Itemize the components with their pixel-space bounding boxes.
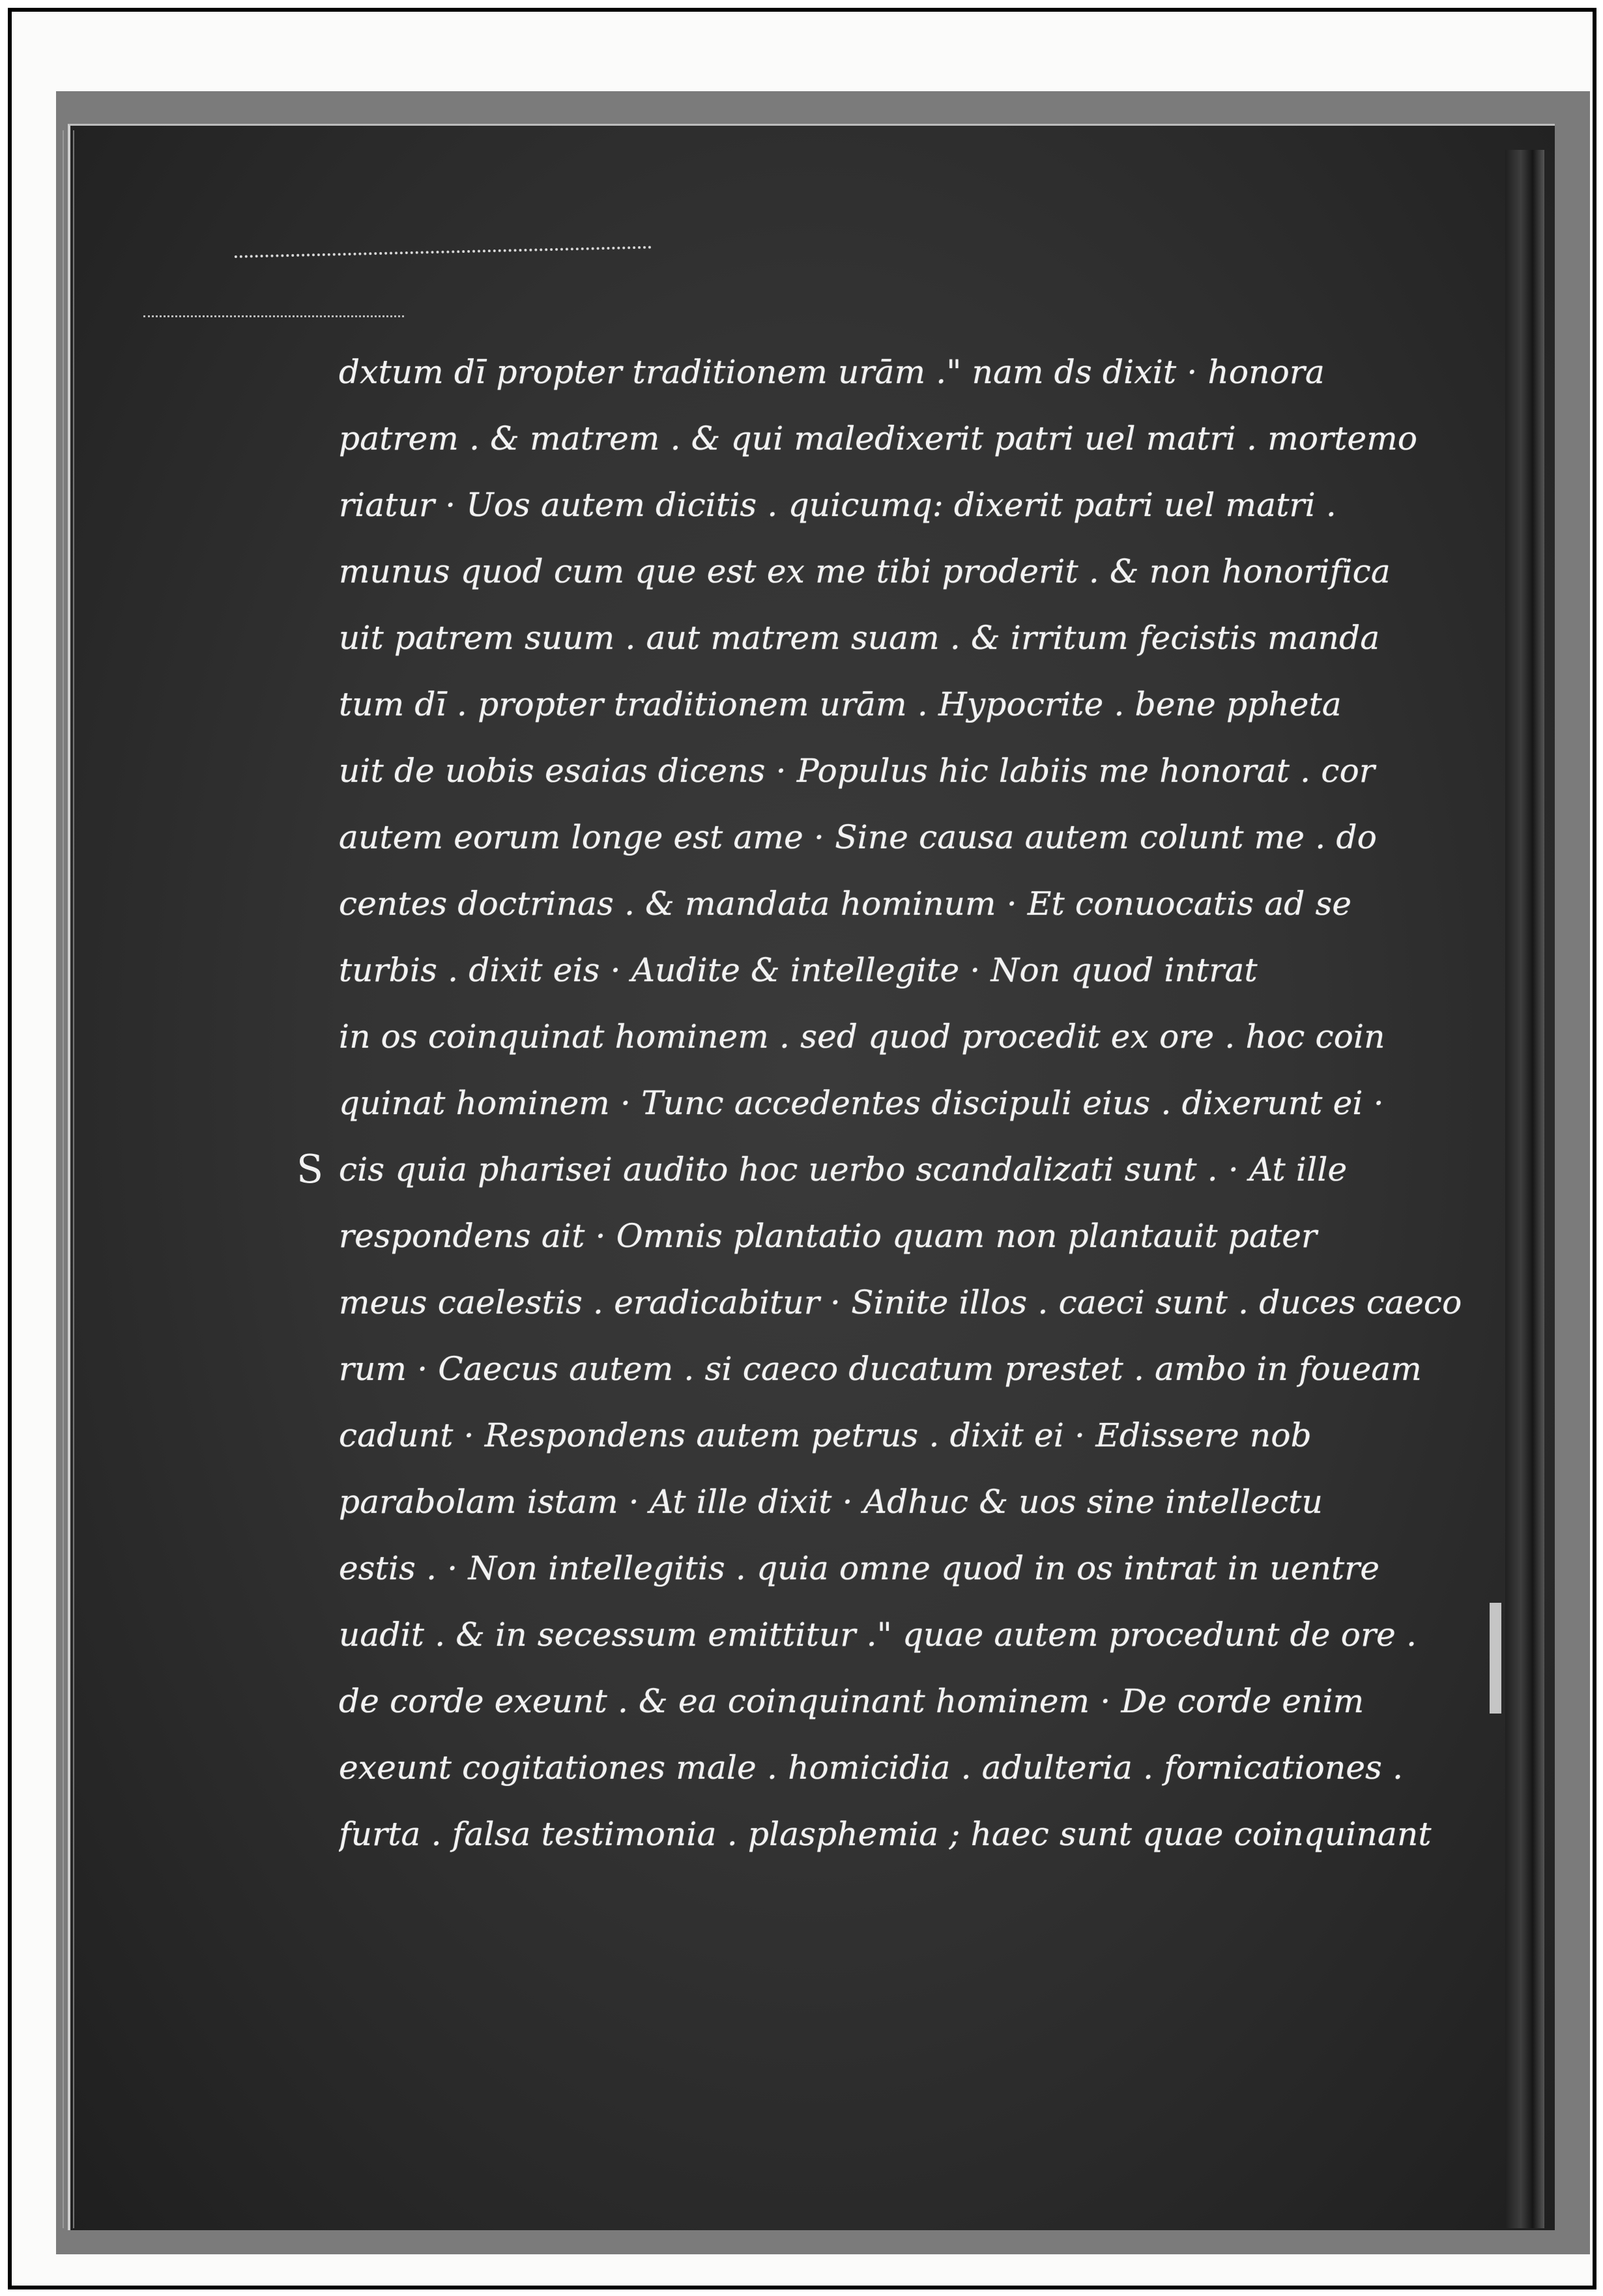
text-line: uadit . & in secessum emittitur ." quae autem procedunt de ore . bbox=[339, 1616, 1417, 1654]
text-line: estis . · Non intellegitis . quia omne quod in os intrat in uentre bbox=[339, 1549, 1380, 1587]
text-line: cis quia pharisei audito hoc uerbo scandalizati sunt . · At ille bbox=[339, 1151, 1348, 1188]
dotted-ornament-line-lower bbox=[143, 315, 404, 323]
text-line: centes doctrinas . & mandata hominum · Et conuocatis ad se bbox=[339, 885, 1352, 923]
text-line: dxtum dī propter traditionem urām ." nam ds dixit · honora bbox=[339, 353, 1325, 391]
text-line: cadunt · Respondens autem petrus . dixit ei · Edissere nob bbox=[339, 1416, 1312, 1454]
text-line: respondens ait · Omnis plantatio quam non plantauit pater bbox=[339, 1217, 1318, 1255]
initial-letter: S bbox=[296, 1147, 324, 1192]
text-line: munus quod cum que est ex me tibi proderit . & non honorifica bbox=[339, 552, 1391, 590]
text-line: uit patrem suum . aut matrem suam . & irritum fecistis manda bbox=[339, 619, 1380, 657]
text-line: patrem . & matrem . & qui maledixerit patri uel matri . mortemo bbox=[339, 420, 1418, 457]
text-line: uit de uobis esaias dicens · Populus hic labiis me honorat . cor bbox=[339, 752, 1375, 790]
text-line: quinat hominem · Tunc accedentes discipuli eius . dixerunt ei · bbox=[339, 1084, 1384, 1122]
text-line: meus caelestis . eradicabitur · Sinite illos . caeci sunt . duces caeco bbox=[339, 1284, 1462, 1321]
text-line: rum · Caecus autem . si caeco ducatum prestet . ambo in fouеam bbox=[339, 1350, 1422, 1388]
text-line: turbis . dixit eis · Audite & intellegite · Non quod intrat bbox=[339, 951, 1258, 989]
text-line: autem eorum longe est ame · Sine causa autem colunt me . do bbox=[339, 818, 1378, 856]
text-line: de corde exeunt . & ea coinquinant hominem · De corde enim bbox=[339, 1682, 1365, 1720]
text-line: riatur · Uos autem dicitis . quicumq: dixerit patri uel matri . bbox=[339, 486, 1336, 524]
text-line: exeunt cogitationes male . homicidia . adulteria . fornicationes . bbox=[339, 1749, 1404, 1787]
binding-edge bbox=[63, 130, 74, 2228]
text-line: in os coinquinat hominem . sed quod procedit ex ore . hoc coin bbox=[339, 1018, 1385, 1055]
text-line: tum dī . propter traditionem urām . Hypocrite . bene pphetа bbox=[339, 685, 1342, 723]
manuscript-text bbox=[339, 339, 1512, 1867]
text-line: parabolam istam · At ille dixit · Adhuc & uos sine intellectu bbox=[339, 1483, 1323, 1521]
text-line: furta . falsa testimonia . plasphemia ; haec sunt quae coinquinant bbox=[339, 1815, 1432, 1853]
